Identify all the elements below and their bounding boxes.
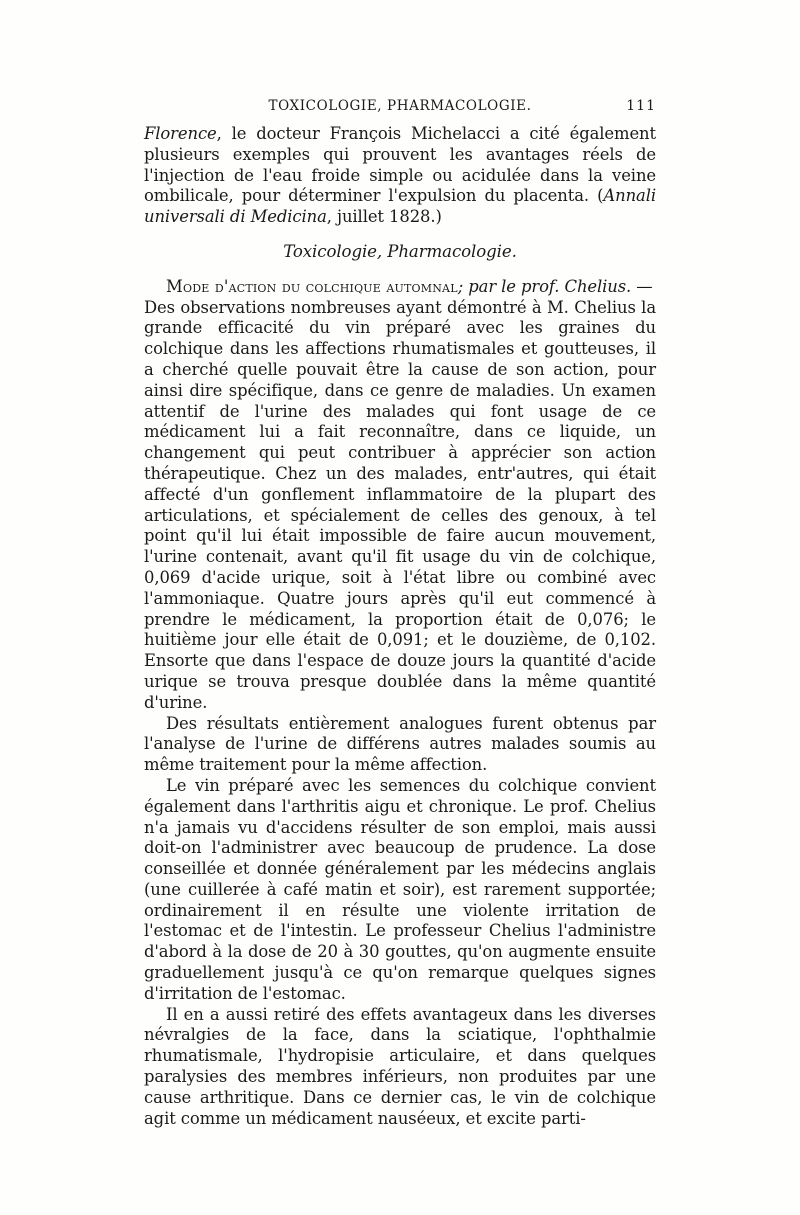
- running-header: [144, 96, 656, 118]
- article-body-1: Des observations nombreuses ayant démontré à M. Chelius la grande efficacité du vin préparé avec les graines du colchique dans les affections rhumatismales et goutteuses, il a cherché quelle pouvait être la cause de son action, pour ainsi dire spécifique, dans ce genre de maladies. Un examen attentif de l'urine des malades qui font usage de ce médicament lui a fait reconnaître, dans ce liquide, un changement qui peut contribuer à apprécier son action thérapeutique. Chez un des malades, entr'autres, qui était affecté d'un gonflement inflammatoire de la plupart des articulations, et spécialement de celles des genoux, à tel point qu'il lui était impossible de faire aucun mouvement, l'urine contenait, avant qu'il fit usage du vin de colchique, 0,069 d'acide urique, soit à l'état libre ou combiné avec l'ammoniaque. Quatre jours après qu'il eut commencé à prendre le médicament, la proportion était de 0,076; le huitième jour elle était de 0,091; et le douzième, de 0,102. Ensorte que dans l'espace de douze jours la quantité d'acide urique se trouva presque doublée dans la même quantité d'urine.: [144, 297, 656, 712]
- article-dash: —: [631, 276, 653, 296]
- intro-lead: Florence: [144, 124, 217, 143]
- intro-paragraph: [144, 124, 656, 228]
- article-paragraph-4: Il en a aussi retiré des effets avantageux dans les diverses névralgies de la face, dans la sciatique, l'ophthalmie rhumatismale, l'hydropisie articulaire, et dans quelques paralysies des membres inférieurs, non produites par une cause arthritique. Dans ce dernier cas, le vin de colchique agit comme un médicament nauséeux, et excite parti-: [144, 1004, 656, 1128]
- intro-citation: Annali universali di Medicina: [144, 186, 656, 227]
- article-paragraph-1: [144, 277, 656, 714]
- text-block: [144, 96, 656, 1129]
- running-title: TOXICOLOGIE, PHARMACOLOGIE.: [268, 98, 532, 114]
- article-author: ; par le prof. Chelius.: [457, 276, 632, 296]
- article-paragraph-3: Le vin préparé avec les semences du colchique convient également dans l'arthritis aigu et chronique. Le prof. Chelius n'a jamais vu d'accidens résulter de son emploi, mais aussi doit-on l'administrer avec beaucoup de prudence. La dose conseillée et donnée généralement par les médecins anglais (une cuillerée à café matin et soir), est rarement supportée; ordinairement il en résulte une violente irritation de l'estomac et de l'intestin. Le professeur Chelius l'administre d'abord à la dose de 20 à 30 gouttes, qu'on augmente ensuite graduellement jusqu'à ce qu'on remarque quelques signes d'irritation de l'estomac.: [144, 775, 656, 1003]
- intro-tail: , juillet 1828.): [326, 207, 442, 227]
- page-number: 111: [626, 98, 656, 114]
- article-paragraph-2: Des résultats entièrement analogues furent obtenus par l'analyse de l'urine de différens autres malades soumis au même traitement pour la même affection.: [144, 713, 656, 775]
- article-title: Mode d'action du colchique automnal: [166, 276, 458, 296]
- intro-body: , le docteur François Michelacci a cité également plusieurs exemples qui prouvent les avantages réels de l'injection de l'eau froide simple ou acidulée dans la veine ombilicale, pour déterminer l'expulsion du placenta. (: [144, 124, 656, 206]
- section-title: Toxicologie, Pharmacologie.: [283, 241, 517, 261]
